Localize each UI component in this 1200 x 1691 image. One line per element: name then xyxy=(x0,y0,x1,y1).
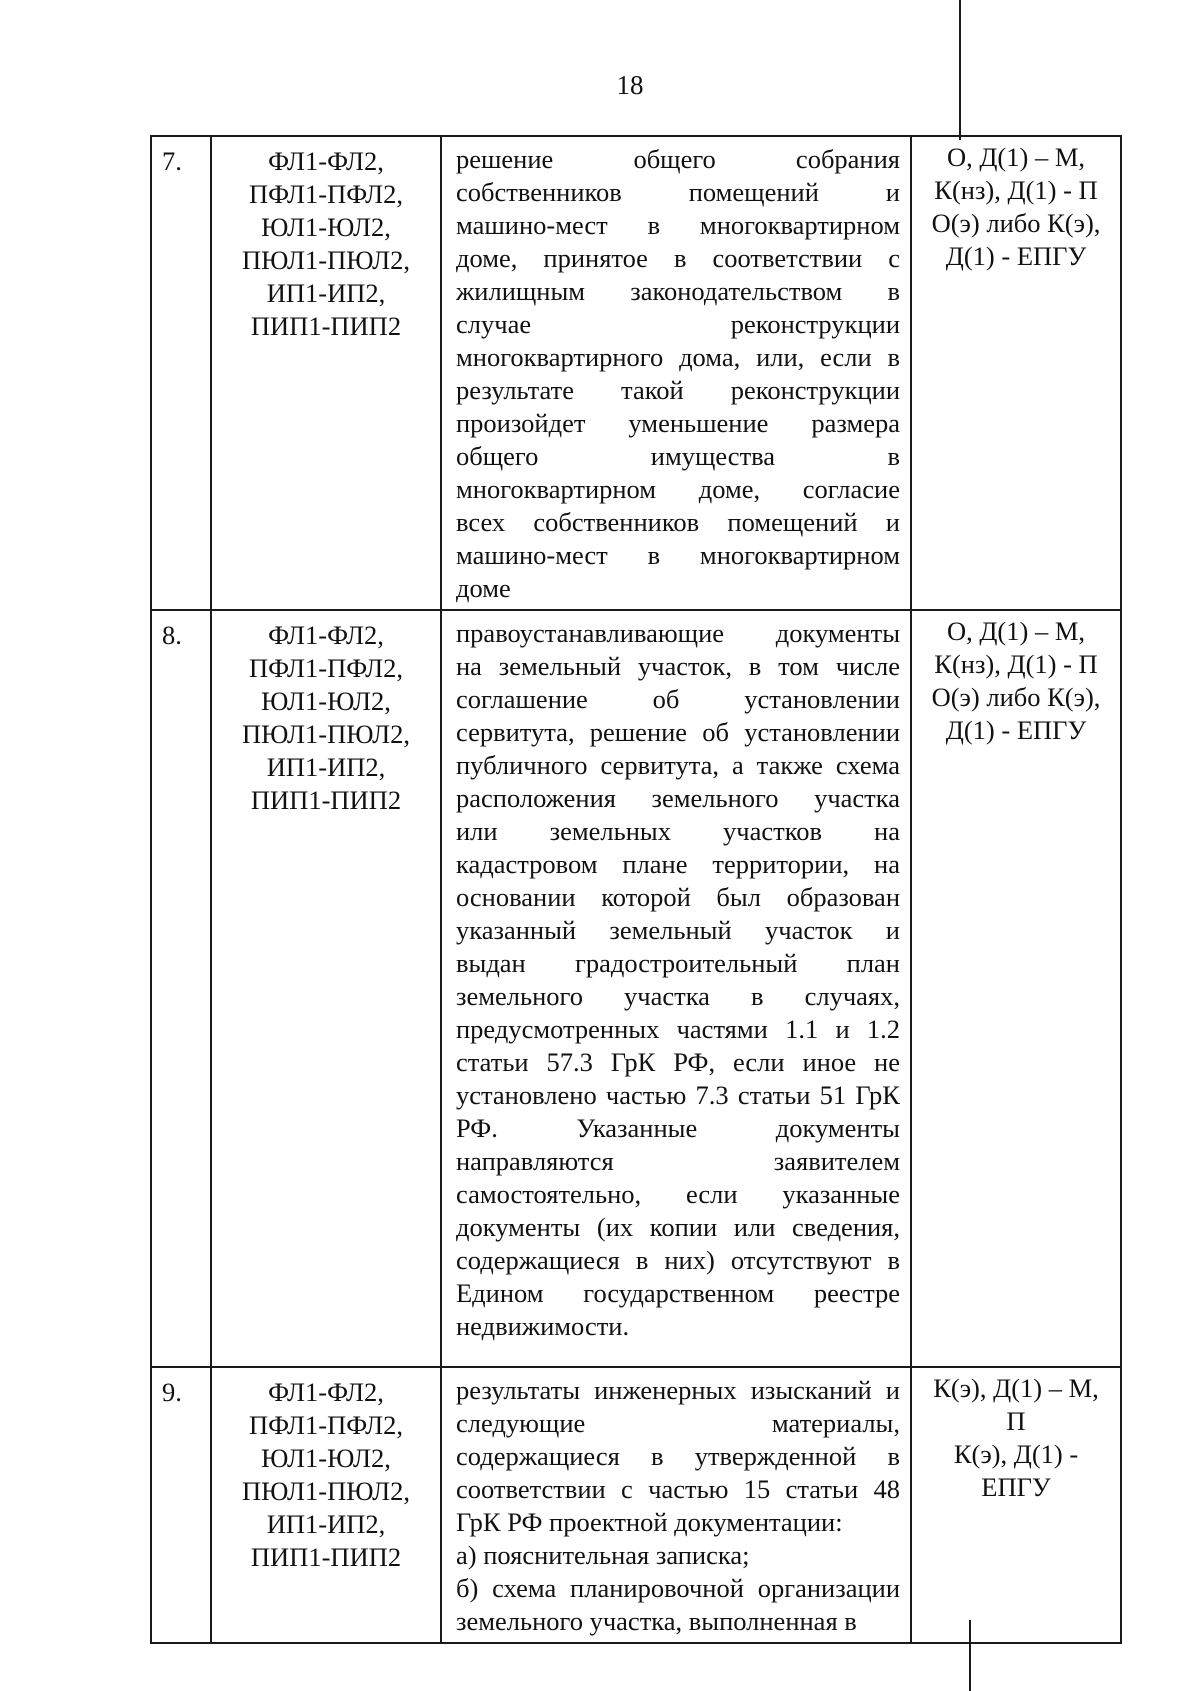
document-description-cell xyxy=(441,1367,911,1643)
document-text-line: машино-мест в многоквартирном xyxy=(456,210,900,240)
requirements-table xyxy=(150,135,1122,1644)
applicant-category: ПЮЛ1-ПЮЛ2, xyxy=(241,719,410,749)
submission-method: О, Д(1) – М, xyxy=(946,616,1086,646)
document-text-line: выдан градостроительный план xyxy=(456,948,900,978)
document-text-line: на земельный участок, в том числе xyxy=(456,651,900,681)
submission-method: Д(1) - ЕПГУ xyxy=(945,715,1087,745)
row-number: 7. xyxy=(151,136,211,610)
submission-method: К(э), Д(1) – М, xyxy=(933,1373,1099,1403)
document-text-line: предусмотренных частями 1.1 и 1.2 xyxy=(456,1014,900,1044)
submission-method: К(э), Д(1) - xyxy=(953,1439,1079,1469)
document-text-line: соглашение об установлении xyxy=(456,684,900,714)
document-text-line: результаты инженерных изысканий и xyxy=(456,1375,900,1405)
document-text-line: результате такой реконструкции xyxy=(456,375,900,405)
table-row xyxy=(151,610,1121,1367)
document-text-line: ГрК РФ проектной документации: xyxy=(456,1507,843,1537)
applicant-category: ФЛ1-ФЛ2, xyxy=(268,1377,384,1407)
document-text-line: документы (их копии или сведения, xyxy=(456,1212,900,1242)
applicant-category: ИП1-ИП2, xyxy=(266,752,386,782)
applicant-category: ПФЛ1-ПФЛ2, xyxy=(248,179,404,209)
document-text-line: публичного сервитута, а также схема xyxy=(456,750,900,780)
applicant-categories-cell xyxy=(211,610,441,1367)
applicant-category: ИП1-ИП2, xyxy=(266,1509,386,1539)
document-text-line: собственников помещений и xyxy=(456,177,900,207)
applicant-category: ФЛ1-ФЛ2, xyxy=(268,620,384,650)
document-text-line: правоустанавливающие документы xyxy=(456,618,900,648)
row-number: 9. xyxy=(151,1367,211,1643)
applicant-category: ФЛ1-ФЛ2, xyxy=(268,146,384,176)
document-text-line: сервитута, решение об установлении xyxy=(456,717,900,747)
applicant-category: ЮЛ1-ЮЛ2, xyxy=(261,686,391,716)
document-text-line: или земельных участков на xyxy=(456,816,900,846)
submission-method: П xyxy=(1006,1406,1026,1436)
document-text-line: соответствии с частью 15 статьи 48 xyxy=(456,1474,900,1504)
applicant-category: ПИП1-ПИП2 xyxy=(250,1542,402,1572)
submission-method: О, Д(1) – М, xyxy=(946,142,1086,172)
submission-method-cell xyxy=(911,136,1121,610)
document-text-line: произойдет уменьшение размера xyxy=(456,408,900,438)
document-text-line: земельного участка, выполненная в xyxy=(456,1606,857,1636)
document-text-line: кадастровом плане территории, на xyxy=(456,849,900,879)
table-row xyxy=(151,136,1121,610)
document-text-line: самостоятельно, если указанные xyxy=(456,1179,900,1209)
document-text-line: жилищным законодательством в xyxy=(456,276,900,306)
applicant-category: ЮЛ1-ЮЛ2, xyxy=(261,1443,391,1473)
document-text-line: содержащиеся в них) отсутствуют в xyxy=(456,1245,900,1275)
document-text-line: направляются заявителем xyxy=(456,1146,900,1176)
document-text-line: многоквартирного дома, или, если в xyxy=(456,342,900,372)
document-text-line: РФ. Указанные документы xyxy=(456,1113,900,1143)
applicant-category: ПФЛ1-ПФЛ2, xyxy=(248,1410,404,1440)
applicant-category: ПИП1-ПИП2 xyxy=(250,311,402,341)
document-text-line: общего имущества в xyxy=(456,441,900,471)
document-text-line: статьи 57.3 ГрК РФ, если иное не xyxy=(456,1047,900,1077)
document-text-line: случае реконструкции xyxy=(456,309,900,339)
submission-method: О(э) либо К(э), xyxy=(931,208,1101,238)
applicant-category: ЮЛ1-ЮЛ2, xyxy=(261,212,391,242)
document-description-cell xyxy=(441,136,911,610)
document-text-line: всех собственников помещений и xyxy=(456,507,900,537)
applicant-categories-cell xyxy=(211,1367,441,1643)
document-text-line: б) схема планировочной организации xyxy=(456,1573,900,1603)
submission-method: К(нз), Д(1) - П xyxy=(934,175,1098,205)
submission-method: ЕПГУ xyxy=(981,1472,1051,1502)
document-text-line: машино-мест в многоквартирном xyxy=(456,540,900,570)
applicant-category: ПФЛ1-ПФЛ2, xyxy=(248,653,404,683)
document-text-line: Едином государственном реестре xyxy=(456,1278,900,1308)
document-text-line: содержащиеся в утвержденной в xyxy=(456,1441,900,1471)
document-text-line: решение общего собрания xyxy=(456,144,900,174)
scan-vertical-rule-top xyxy=(959,0,961,140)
submission-method-cell xyxy=(911,610,1121,1367)
submission-method: О(э) либо К(э), xyxy=(931,682,1101,712)
document-text-line: доме xyxy=(456,573,511,603)
document-text-line: доме, принятое в соответствии с xyxy=(456,243,900,273)
document-text-line: недвижимости. xyxy=(456,1311,630,1341)
table-row xyxy=(151,1367,1121,1643)
applicant-categories-cell xyxy=(211,136,441,610)
document-text-line: основании которой был образован xyxy=(456,882,900,912)
submission-method: Д(1) - ЕПГУ xyxy=(945,241,1087,271)
document-description-cell xyxy=(441,610,911,1367)
document-text-line: расположения земельного участка xyxy=(456,783,900,813)
applicant-category: ИП1-ИП2, xyxy=(266,278,386,308)
applicant-category: ПИП1-ПИП2 xyxy=(250,785,402,815)
document-text-line: земельного участка в случаях, xyxy=(456,981,900,1011)
submission-method: К(нз), Д(1) - П xyxy=(934,649,1098,679)
document-text-line: следующие материалы, xyxy=(456,1408,900,1438)
submission-method-cell xyxy=(911,1367,1121,1643)
document-text-line: многоквартирном доме, согласие xyxy=(456,474,900,504)
document-text-line: а) пояснительная записка; xyxy=(456,1540,750,1570)
row-number: 8. xyxy=(151,610,211,1367)
document-text-line: указанный земельный участок и xyxy=(456,915,900,945)
document-text-line: установлено частью 7.3 статьи 51 ГрК xyxy=(456,1080,900,1110)
applicant-category: ПЮЛ1-ПЮЛ2, xyxy=(241,245,410,275)
applicant-category: ПЮЛ1-ПЮЛ2, xyxy=(241,1476,410,1506)
page-number: 18 xyxy=(616,70,644,100)
